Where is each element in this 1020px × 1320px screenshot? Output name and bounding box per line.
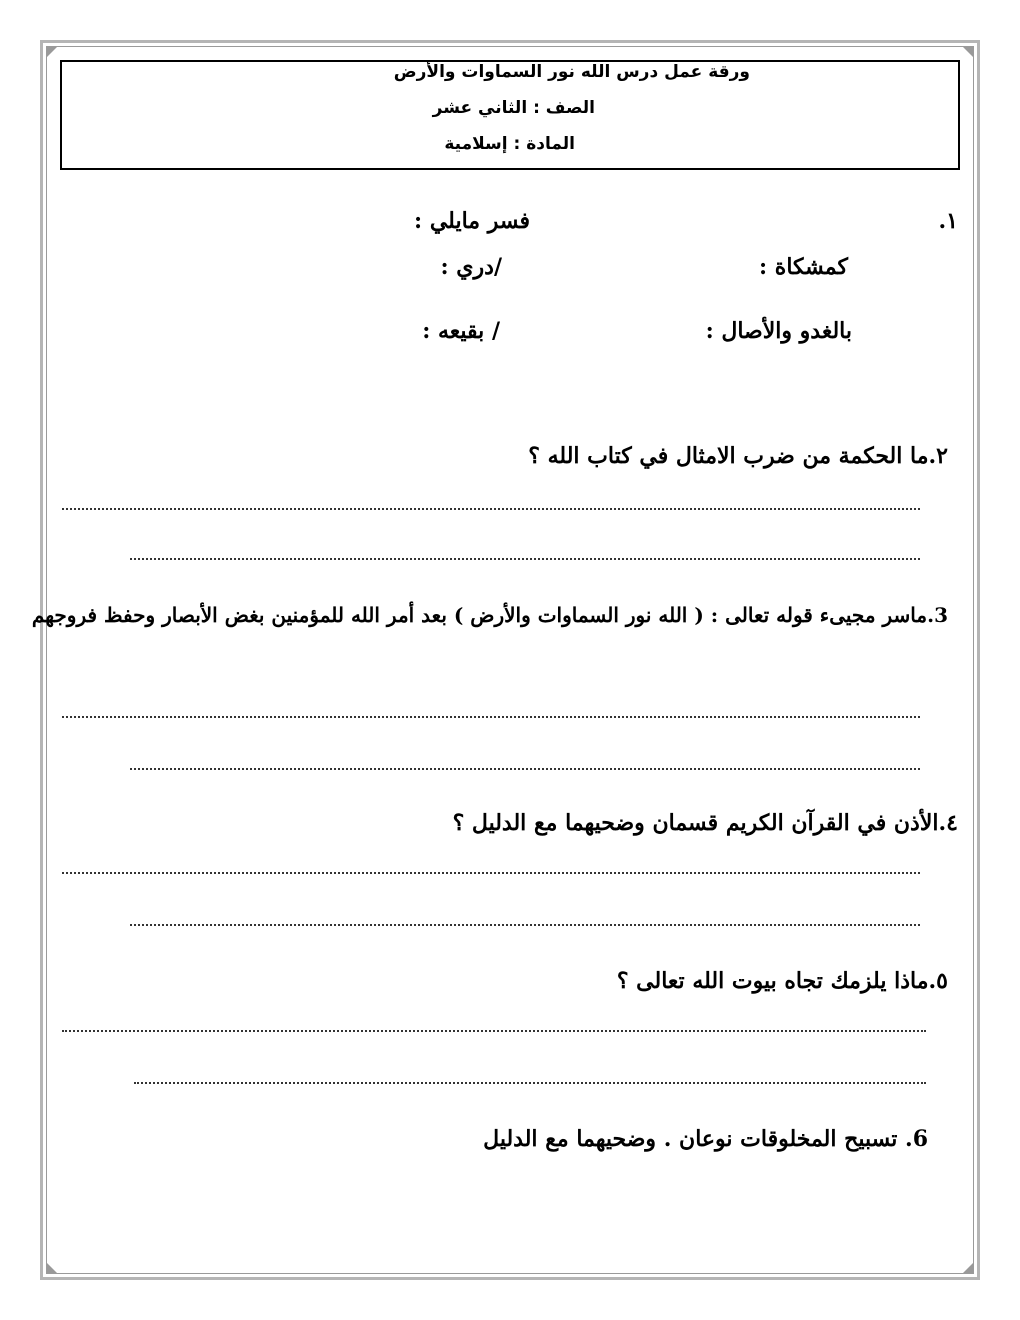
q6-text: 6. تسبيح المخلوقات نوعان . وضحيهما مع الدليل — [483, 1126, 928, 1152]
border-corner — [963, 1263, 973, 1273]
answer-line[interactable] — [62, 706, 920, 718]
border-corner — [47, 1263, 57, 1273]
answer-line[interactable] — [130, 548, 920, 560]
border-corner — [47, 47, 57, 57]
q1-extra-2: / بقيعه : — [422, 318, 500, 344]
q1-term-2: بالغدو والأصال : — [705, 318, 852, 344]
q2-text: ٢.ما الحكمة من ضرب الامثال في كتاب الله ؟ — [528, 443, 948, 469]
q1-number: ١. — [938, 208, 958, 234]
subject-label: المادة : إسلامية — [444, 134, 575, 154]
q1-term-1: كمشكاة : — [759, 254, 848, 280]
answer-line[interactable] — [62, 862, 920, 874]
q4-text: ٤.الأذن في القرآن الكريم قسمان وضحيهما مع الدليل ؟ — [452, 810, 958, 836]
worksheet-title: ورقة عمل درس الله نور السماوات والأرض — [393, 62, 750, 82]
q1-extra-1: /دري : — [440, 254, 502, 280]
answer-line[interactable] — [62, 498, 920, 510]
answer-line[interactable] — [62, 1020, 926, 1032]
answer-line[interactable] — [130, 914, 920, 926]
q1-prompt: فسر مايلي : — [414, 208, 530, 234]
answer-line[interactable] — [134, 1072, 926, 1084]
grade-label: الصف : الثاني عشر — [432, 98, 595, 118]
q3-text: 3.ماسر مجيىء قوله تعالى : ( الله نور السماوات والأرض ) بعد أمر الله للمؤمنين بغض الأبصار وحفظ فروجهم — [31, 603, 948, 627]
q5-text: ٥.ماذا يلزمك تجاه بيوت الله تعالى ؟ — [616, 968, 948, 994]
border-corner — [963, 47, 973, 57]
answer-line[interactable] — [130, 758, 920, 770]
